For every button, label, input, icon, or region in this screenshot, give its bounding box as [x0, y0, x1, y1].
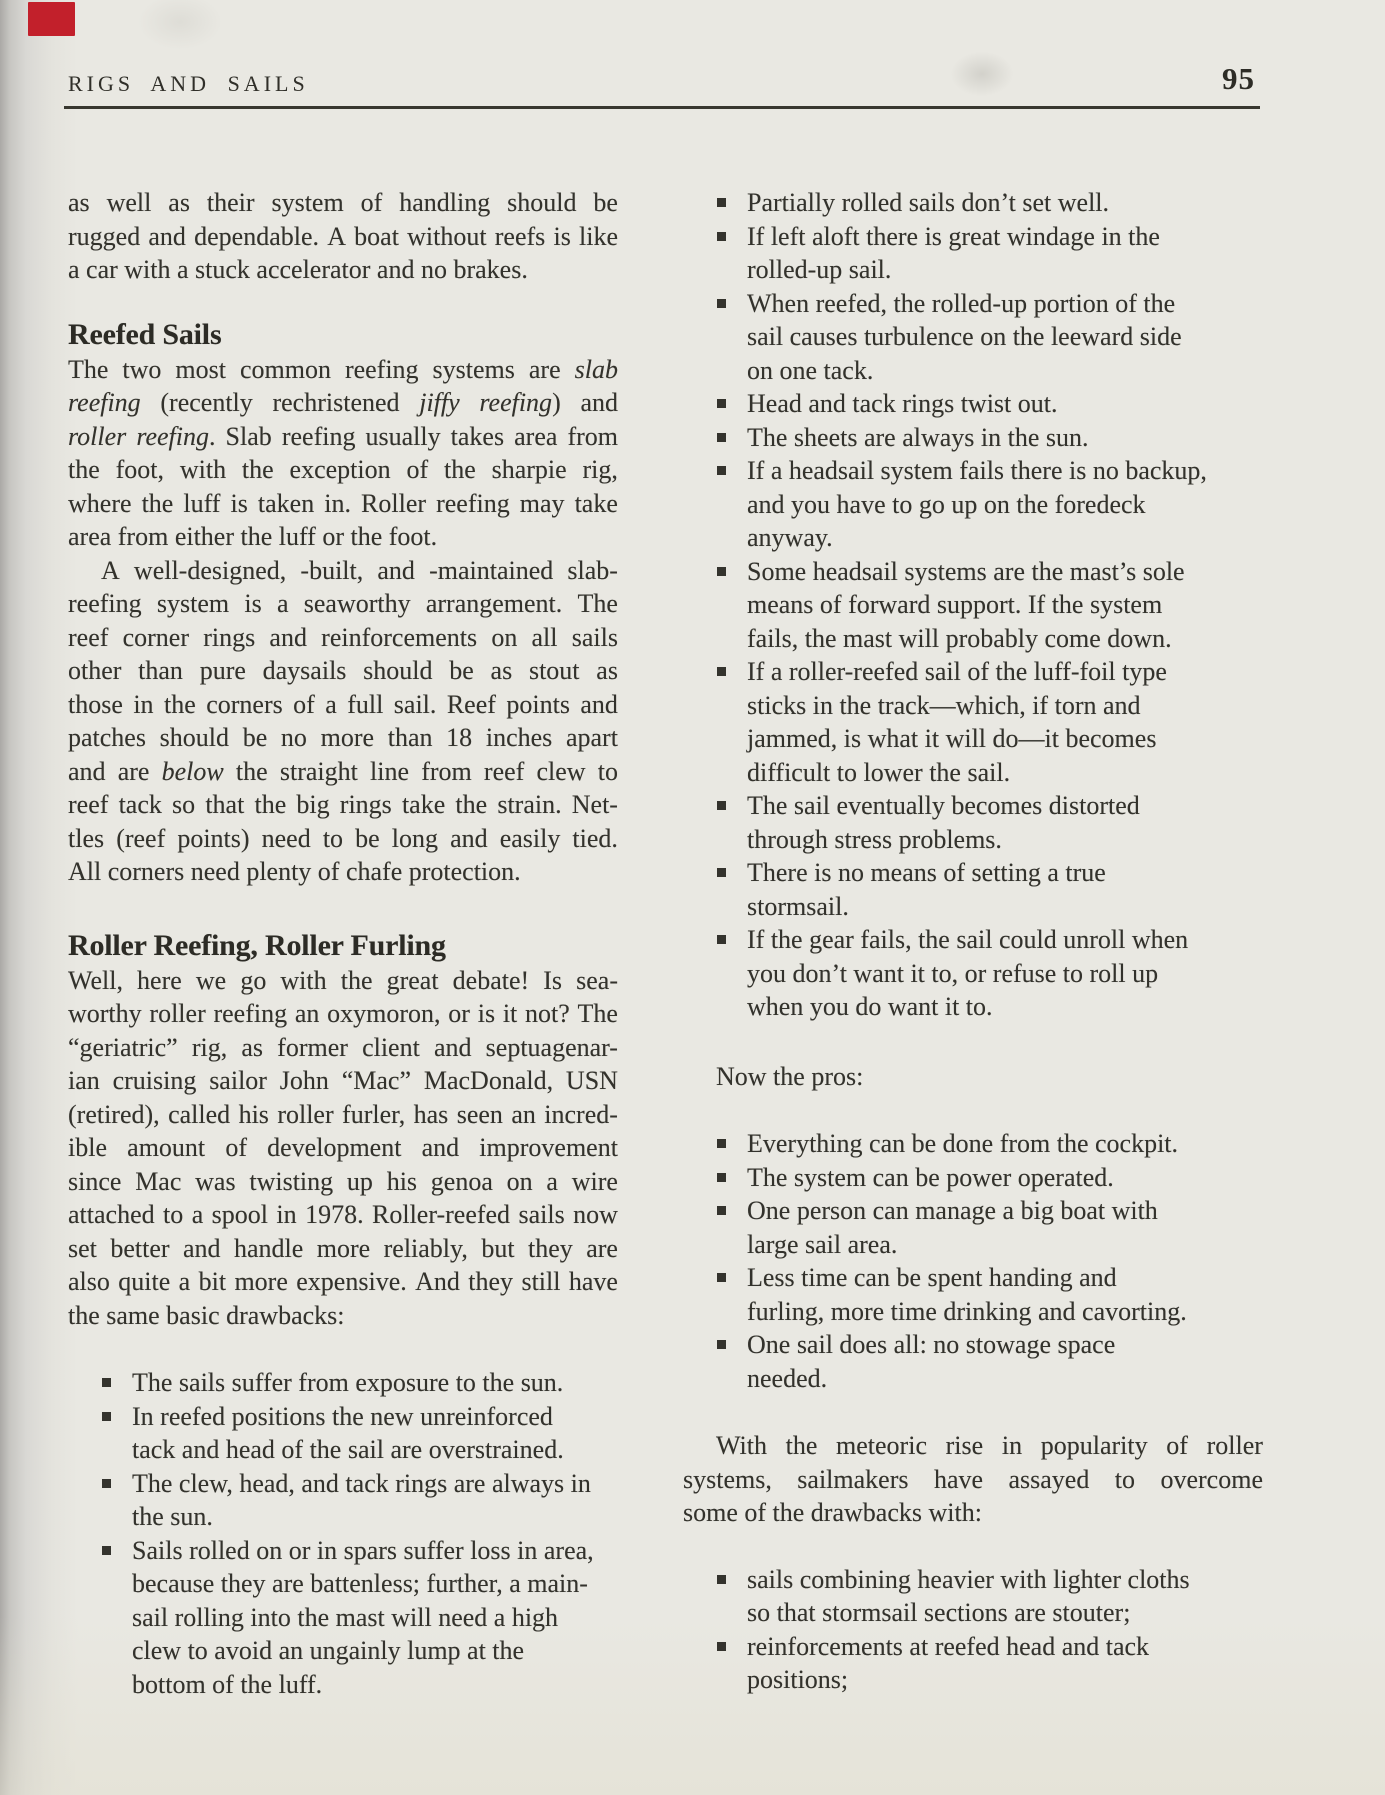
- bullet-item: [68, 1400, 618, 1467]
- text-line: set better and handle more reliably, but they are: [68, 1233, 618, 1263]
- bullet-item: [683, 655, 1263, 789]
- running-header-title: RIGS AND SAILS: [68, 71, 309, 96]
- text-line: fails, the mast will probably come down.: [747, 623, 1172, 653]
- bullet-text: [747, 387, 1263, 421]
- text-line: reef tack so that the big rings take the strain. Net-: [68, 790, 618, 819]
- text-line: The clew, head, and tack rings are always in: [132, 1468, 591, 1498]
- bullet-item: [68, 1467, 618, 1534]
- text-line: stormsail.: [747, 891, 849, 921]
- text-line: sail causes turbulence on the leeward side: [747, 322, 1182, 351]
- left-column: [68, 186, 618, 1701]
- bullet-text: [747, 1194, 1263, 1261]
- bullet-item: [68, 1534, 618, 1702]
- bullet-item: [683, 454, 1263, 555]
- bullet-text: [747, 1630, 1263, 1697]
- square-bullet-icon: [717, 1173, 726, 1182]
- bullet-text: [747, 1328, 1263, 1395]
- square-bullet-icon: [717, 667, 726, 676]
- text-line: so that stormsail sections are stouter;: [747, 1598, 1131, 1627]
- heading-roller-reefing-furling: Roller Reefing, Roller Furling: [68, 928, 446, 962]
- text-line: sticks in the track—which, if torn and: [747, 690, 1141, 720]
- text-line: the same basic drawbacks:: [68, 1300, 345, 1330]
- text-line: rugged and dependable. A boat without reefs is like: [68, 221, 618, 251]
- text-line: Now the pros:: [716, 1061, 864, 1091]
- red-edge-mark-icon: [28, 2, 75, 36]
- square-bullet-icon: [717, 399, 726, 408]
- bullet-item: [683, 1563, 1263, 1630]
- text-line: If the gear fails, the sail could unroll when: [747, 925, 1189, 954]
- text-line: The sheets are always in the sun.: [747, 422, 1089, 452]
- text-line: Sails rolled on or in spars suffer loss in area,: [132, 1535, 594, 1565]
- text-line: reinforcements at reefed head and tack: [747, 1631, 1150, 1661]
- text-line: sail rolling into the mast will need a high: [132, 1602, 559, 1632]
- paragraph-continuation: [68, 186, 618, 287]
- text-line: rolled-up sail.: [747, 255, 892, 284]
- bullet-item: [683, 1328, 1263, 1395]
- text-line: some of the drawbacks with:: [683, 1498, 982, 1527]
- right-column: [683, 186, 1263, 1697]
- text-line: If left aloft there is great windage in the: [747, 221, 1160, 251]
- text-line: tles (reef points) need to be long and easily tied.: [68, 823, 618, 853]
- bullet-text: [747, 220, 1263, 287]
- text-line: attached to a spool in 1978. Roller-reefed sails now: [68, 1200, 618, 1229]
- square-bullet-icon: [717, 1139, 726, 1148]
- text-line: roller reefing. Slab reefing usually takes area from: [68, 421, 618, 451]
- square-bullet-icon: [717, 232, 726, 241]
- bullet-text: [747, 1261, 1263, 1328]
- text-line: the foot, with the exception of the sharpie rig,: [68, 455, 618, 484]
- text-line: those in the corners of a full sail. Reef points and: [68, 689, 618, 719]
- paragraph-sailmakers-closing: [683, 1429, 1263, 1530]
- text-line: furling, more time drinking and cavorting.: [747, 1296, 1187, 1326]
- bullet-item: [683, 789, 1263, 856]
- text-line: on one tack.: [747, 355, 874, 385]
- text-line: One sail does all: no stowage space: [747, 1330, 1116, 1359]
- text-line: reefing system is a seaworthy arrangement. The: [68, 589, 618, 618]
- text-line: There is no means of setting a true: [747, 858, 1106, 887]
- text-line: sails combining heavier with lighter cloths: [747, 1564, 1190, 1594]
- bullet-text: [747, 1161, 1263, 1195]
- bullet-item: [683, 555, 1263, 656]
- square-bullet-icon: [102, 1479, 111, 1488]
- bullet-text: [747, 186, 1263, 220]
- bullet-text: [132, 1366, 618, 1400]
- paragraph-slab-reefing-detail: [68, 554, 618, 889]
- text-line: tack and head of the sail are overstrained.: [132, 1435, 564, 1464]
- text-line: bottom of the luff.: [132, 1669, 323, 1699]
- bullet-text: [747, 789, 1263, 856]
- square-bullet-icon: [717, 801, 726, 810]
- square-bullet-icon: [717, 868, 726, 877]
- text-line: and you have to go up on the foredeck: [747, 489, 1146, 519]
- bullet-text: [747, 923, 1263, 1024]
- square-bullet-icon: [717, 1206, 726, 1215]
- square-bullet-icon: [717, 198, 726, 207]
- text-line: Everything can be done from the cockpit.: [747, 1129, 1179, 1158]
- text-line: “geriatric” rig, as former client and septuagenar-: [68, 1032, 618, 1062]
- text-line: as well as their system of handling should be: [68, 188, 618, 217]
- bullet-text: [132, 1534, 618, 1702]
- bullet-item: [683, 186, 1263, 220]
- text-line: when you do want it to.: [747, 992, 993, 1021]
- bullet-item: [683, 1127, 1263, 1161]
- square-bullet-icon: [102, 1378, 111, 1387]
- bullet-text: [747, 421, 1263, 455]
- cons-bullet-list: [683, 186, 1263, 1024]
- drawbacks-bullet-list: [68, 1366, 618, 1701]
- square-bullet-icon: [717, 567, 726, 576]
- text-line: (retired), called his roller furler, has seen an incred-: [68, 1099, 618, 1129]
- text-line: through stress problems.: [747, 824, 1002, 854]
- text-line: The two most common reefing systems are slab: [68, 354, 618, 384]
- text-line: A well-designed, -built, and -maintained slab-: [101, 555, 618, 585]
- bullet-text: [132, 1400, 618, 1467]
- bullet-text: [747, 1127, 1263, 1161]
- text-line: means of forward support. If the system: [747, 590, 1163, 619]
- bullet-item: [683, 387, 1263, 421]
- bullet-item: [683, 220, 1263, 287]
- bullet-item: [68, 1366, 618, 1400]
- bullet-item: [683, 421, 1263, 455]
- text-line: needed.: [747, 1363, 828, 1393]
- text-line: All corners need plenty of chafe protection.: [68, 857, 521, 886]
- text-line: If a headsail system fails there is no backup,: [747, 456, 1207, 485]
- text-line: since Mac was twisting up his genoa on a wire: [68, 1166, 618, 1196]
- text-line: difficult to lower the sail.: [747, 757, 1011, 787]
- text-line: positions;: [747, 1665, 849, 1694]
- bullet-text: [747, 655, 1263, 789]
- text-line: The sails suffer from exposure to the sun.: [132, 1368, 564, 1397]
- text-line: also quite a bit more expensive. And they still have: [68, 1267, 618, 1296]
- bullet-item: [683, 1161, 1263, 1195]
- text-line: a car with a stuck accelerator and no brakes.: [68, 255, 528, 284]
- text-line: ible amount of development and improvement: [68, 1133, 618, 1162]
- text-line: One person can manage a big boat with: [747, 1196, 1158, 1225]
- text-line: With the meteoric rise in popularity of roller: [716, 1431, 1263, 1460]
- text-line: worthy roller reefing an oxymoron, or is it not? The: [68, 999, 618, 1028]
- bullet-text: [747, 856, 1263, 923]
- bullet-text: [132, 1467, 618, 1534]
- bullet-item: [683, 1261, 1263, 1328]
- bullet-item: [683, 287, 1263, 388]
- text-line: Partially rolled sails don’t set well.: [747, 188, 1110, 217]
- text-line: jammed, is what it will do—it becomes: [747, 724, 1157, 753]
- square-bullet-icon: [717, 1575, 726, 1584]
- paragraph-roller-debate: [68, 964, 618, 1333]
- text-line: because they are battenless; further, a main-: [132, 1569, 588, 1598]
- heading-reefed-sails: Reefed Sails: [68, 317, 222, 351]
- bullet-item: [683, 1630, 1263, 1697]
- text-line: reefing (recently rechristened jiffy reefing) and: [68, 388, 618, 417]
- text-line: The sail eventually becomes distorted: [747, 791, 1140, 820]
- text-line: Less time can be spent handing and: [747, 1263, 1117, 1292]
- text-line: you don’t want it to, or refuse to roll up: [747, 958, 1159, 988]
- header-rule: [64, 106, 1260, 109]
- text-line: large sail area.: [747, 1229, 898, 1259]
- text-line: In reefed positions the new unreinforced: [132, 1401, 553, 1431]
- text-line: area from either the luff or the foot.: [68, 522, 438, 551]
- pros-bullet-list: [683, 1127, 1263, 1395]
- square-bullet-icon: [717, 299, 726, 308]
- text-line: clew to avoid an ungainly lump at the: [132, 1636, 525, 1665]
- improvements-bullet-list: [683, 1563, 1263, 1697]
- text-line: Some headsail systems are the mast’s sole: [747, 556, 1185, 586]
- text-line: patches should be no more than 18 inches apart: [68, 723, 618, 752]
- text-line: Head and tack rings twist out.: [747, 389, 1058, 418]
- text-line: other than pure daysails should be as stout as: [68, 656, 618, 685]
- square-bullet-icon: [717, 1273, 726, 1282]
- text-line: the sun.: [132, 1502, 213, 1531]
- bullet-text: [747, 454, 1263, 555]
- text-line: ian cruising sailor John “Mac” MacDonald, USN: [68, 1066, 618, 1095]
- text-line: If a roller-reefed sail of the luff-foil type: [747, 657, 1167, 686]
- bullet-item: [683, 856, 1263, 923]
- text-line: The system can be power operated.: [747, 1162, 1114, 1192]
- text-line: reef corner rings and reinforcements on all sails: [68, 622, 618, 652]
- bullet-text: [747, 1563, 1263, 1630]
- page-number: 95: [1222, 61, 1255, 96]
- square-bullet-icon: [717, 433, 726, 442]
- square-bullet-icon: [717, 466, 726, 475]
- square-bullet-icon: [717, 935, 726, 944]
- text-line: Well, here we go with the great debate! Is sea-: [68, 965, 618, 995]
- square-bullet-icon: [102, 1546, 111, 1555]
- paragraph-now-the-pros: [683, 1060, 1263, 1094]
- square-bullet-icon: [102, 1412, 111, 1421]
- paragraph-reefing-systems: [68, 353, 618, 554]
- text-line: where the luff is taken in. Roller reefing may take: [68, 488, 618, 518]
- square-bullet-icon: [717, 1642, 726, 1651]
- bullet-item: [683, 923, 1263, 1024]
- bullet-item: [683, 1194, 1263, 1261]
- bullet-text: [747, 555, 1263, 656]
- text-line: and are below the straight line from reef clew to: [68, 756, 618, 786]
- text-line: When reefed, the rolled-up portion of the: [747, 288, 1176, 318]
- text-line: anyway.: [747, 523, 833, 552]
- text-line: systems, sailmakers have assayed to overcome: [683, 1464, 1263, 1494]
- bullet-text: [747, 287, 1263, 388]
- square-bullet-icon: [717, 1340, 726, 1349]
